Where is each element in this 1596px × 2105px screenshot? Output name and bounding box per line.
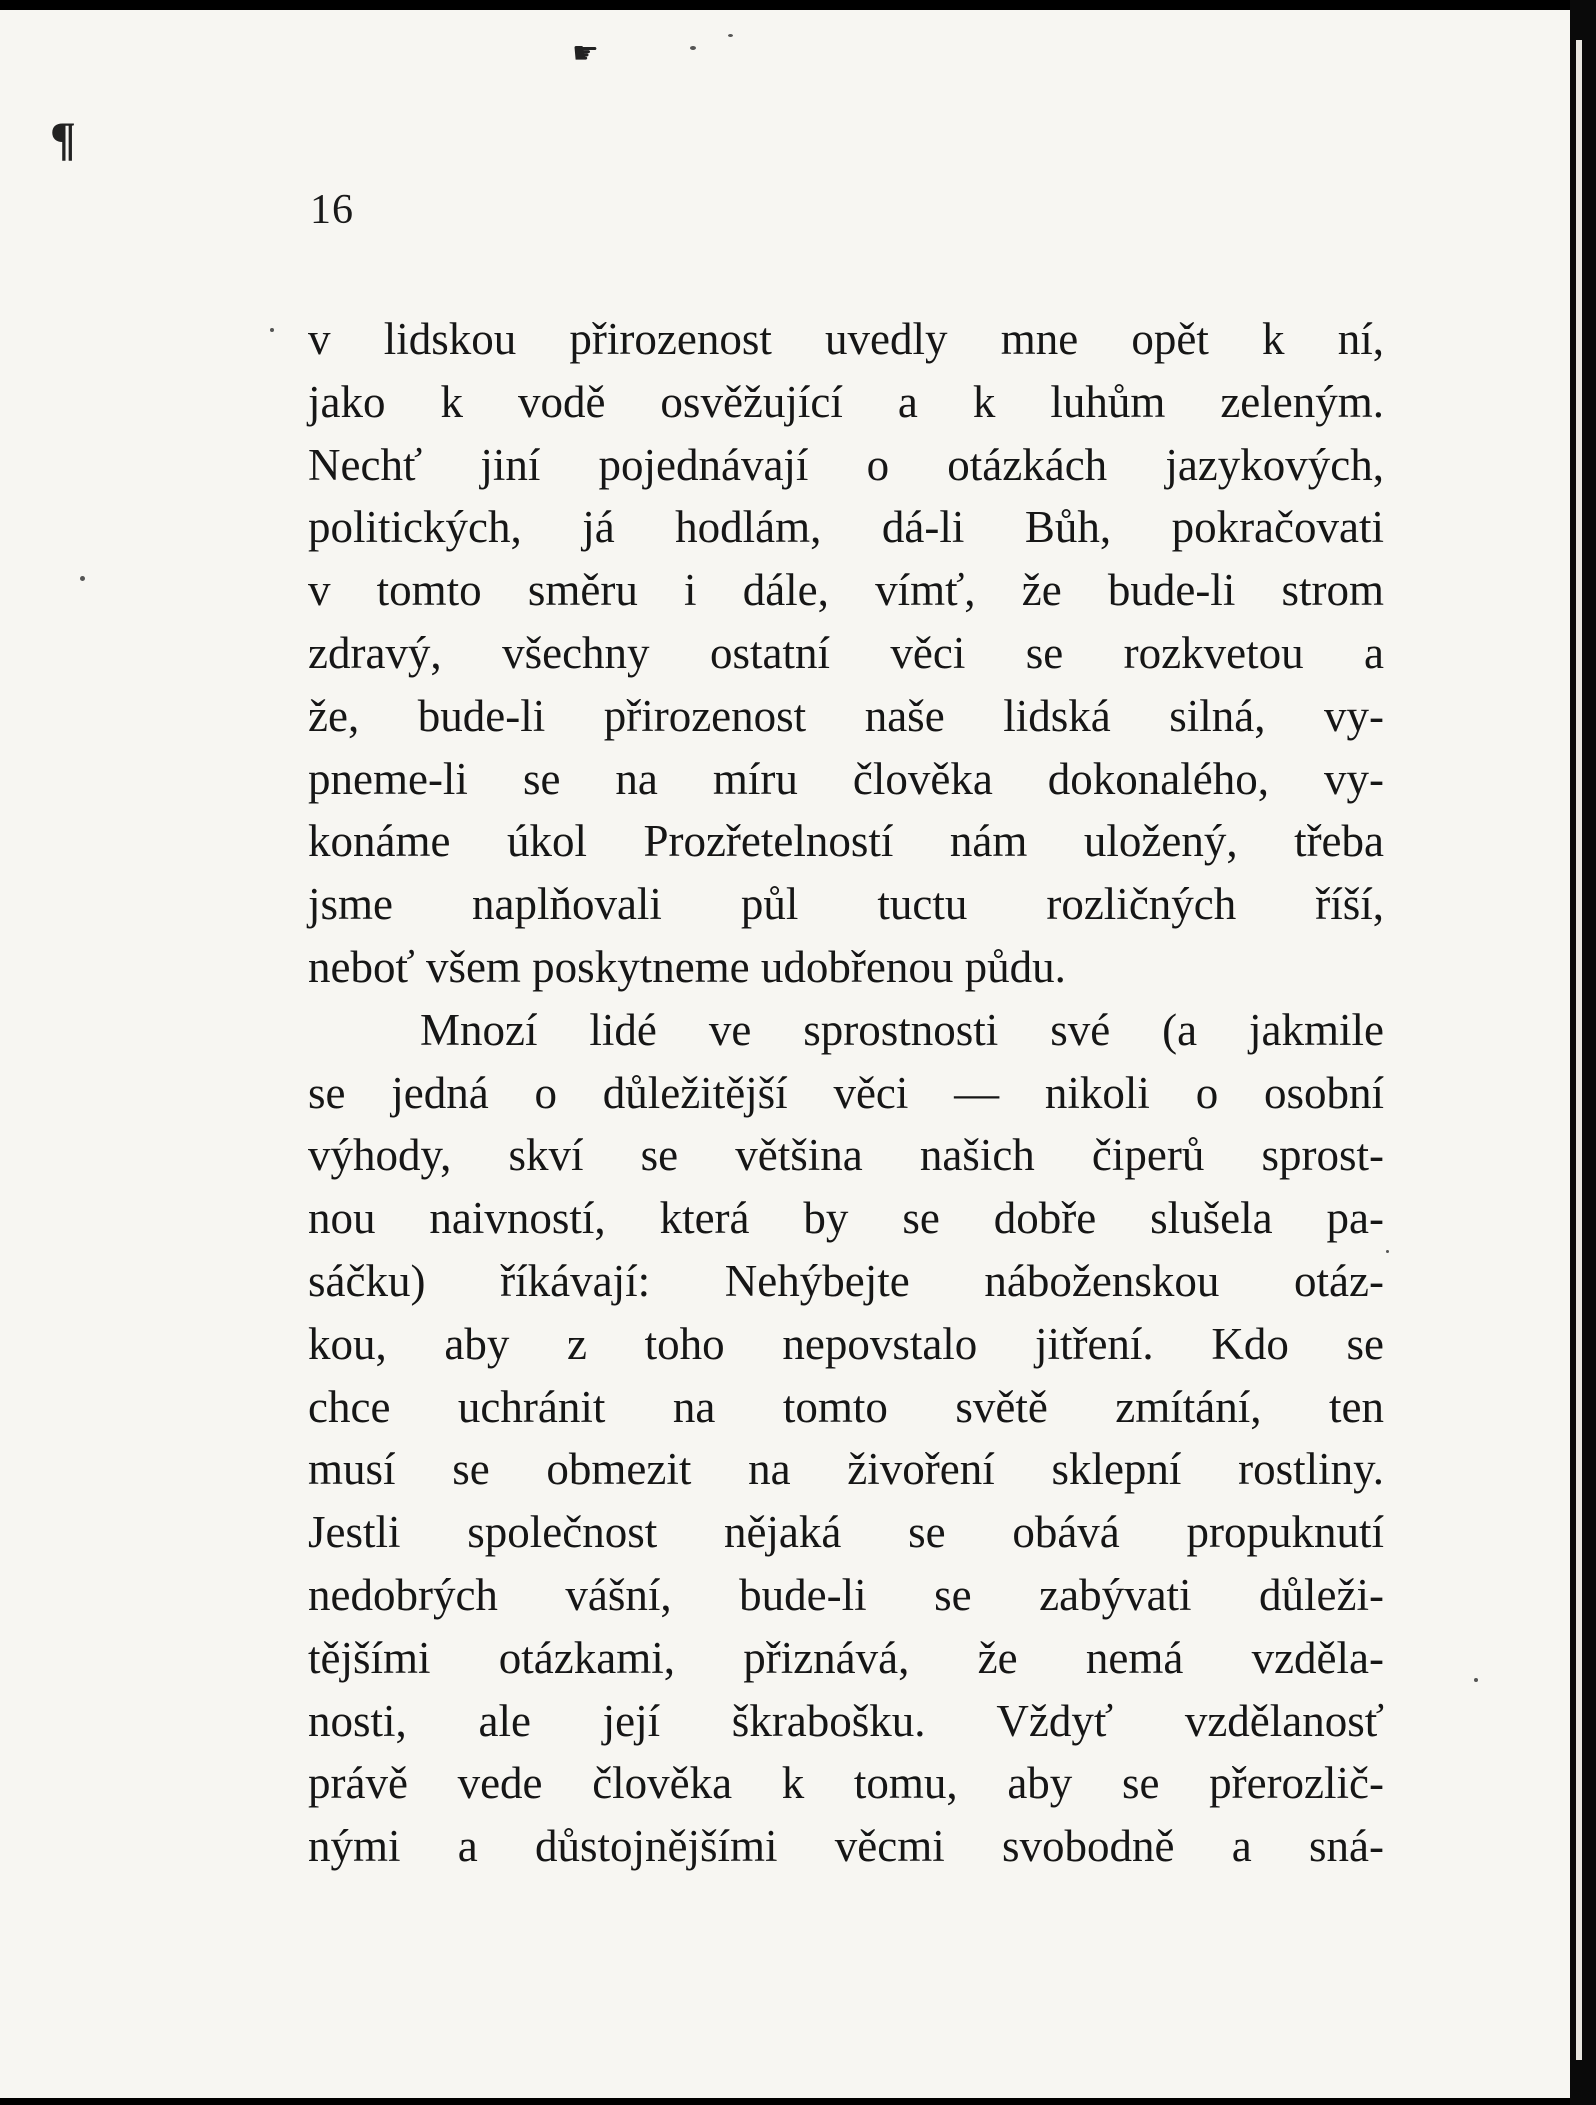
speck	[80, 576, 85, 581]
text-line: právě vede člověka k tomu, aby se přerozlič-	[308, 1758, 1384, 1809]
text-line: nedobrých vášní, bude-li se zabývati důleži-	[308, 1569, 1384, 1620]
printer-mark: ☛	[572, 37, 599, 70]
text-line: chce uchránit na tomto světě zmítání, ten	[308, 1381, 1384, 1432]
text-line: sáčku) říkávají: Nehýbejte náboženskou otáz-	[308, 1255, 1384, 1306]
scan-edge	[1570, 0, 1596, 2105]
text-line: výhody, skví se většina našich čiperů sprost-	[308, 1130, 1384, 1181]
body-text	[308, 308, 1384, 1878]
text-line: Jestli společnost nějaká se obává propuknutí	[308, 1507, 1384, 1558]
text-line: konáme úkol Prozřetelností nám uložený, třeba	[308, 816, 1384, 867]
text-line: jsme naplňovali půl tuctu rozličných říší,	[308, 879, 1384, 930]
text-line: v tomto směru i dále, vímť, že bude-li strom	[308, 565, 1384, 616]
pilcrow-mark: ¶	[50, 113, 76, 166]
speck	[270, 328, 274, 332]
next-page-edge	[1576, 40, 1582, 2060]
text-line: Mnozí lidé ve sprostnosti své (a jakmile	[420, 1004, 1384, 1055]
text-line: tějšími otázkami, přiznává, že nemá vzděla-	[308, 1632, 1384, 1683]
text-line: jako k vodě osvěžující a k luhům zeleným.	[308, 376, 1384, 427]
book-page	[0, 10, 1570, 2098]
speck	[1474, 1678, 1478, 1682]
text-line: zdravý, všechny ostatní věci se rozkvetou a	[308, 627, 1384, 678]
text-line: kou, aby z toho nepovstalo jitření. Kdo se	[308, 1318, 1384, 1369]
text-line: musí se obmezit na živoření sklepní rostliny.	[308, 1444, 1384, 1495]
text-line: nými a důstojnějšími věcmi svobodně a sná-	[308, 1821, 1384, 1872]
text-line: nou naivností, která by se dobře slušela pa-	[308, 1193, 1384, 1244]
text-line: Nechť jiní pojednávají o otázkách jazykových,	[308, 439, 1384, 490]
text-line: že, bude-li přirozenost naše lidská silná, vy-	[308, 690, 1384, 741]
text-line: se jedná o důležitější věci — nikoli o osobní	[308, 1067, 1384, 1118]
speck	[690, 46, 696, 50]
speck	[1386, 1250, 1389, 1253]
page-number: 16	[310, 187, 354, 233]
text-line: nosti, ale její škrabošku. Vždyť vzdělanosť	[308, 1695, 1384, 1746]
text-line: neboť všem poskytneme udobřenou půdu.	[308, 941, 1066, 992]
text-line: v lidskou přirozenost uvedly mne opět k ní,	[308, 314, 1384, 364]
text-line: pneme-li se na míru člověka dokonalého, vy-	[308, 753, 1384, 804]
speck	[728, 34, 733, 37]
text-line: politických, já hodlám, dá-li Bůh, pokračovati	[308, 502, 1384, 553]
